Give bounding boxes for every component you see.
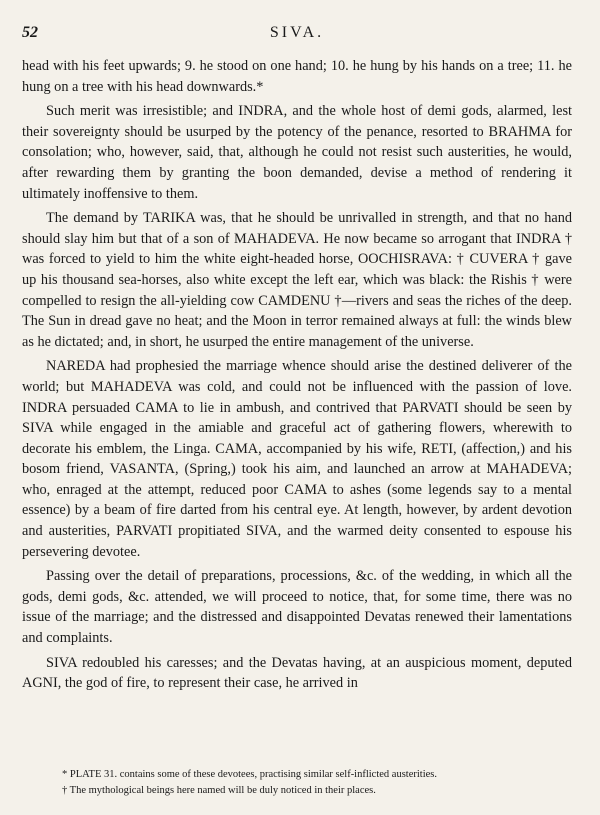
footnotes [22, 767, 572, 799]
paragraph: SIVA redoubled his caresses; and the Devatas having, at an auspicious moment, deputed AGNI, the god of fire, to represent their case, he arrived in [22, 654, 572, 692]
footnote: * PLATE 31. contains some of these devotees, practising similar self-inflicted austerities. [62, 769, 437, 780]
paragraph: Such merit was irresistible; and INDRA, and the whole host of demi gods, alarmed, lest their sovereignty should be usurped by the potency of the penance, resorted to BRAHMA for consolation; who, however, said, that, although he could not resist such austerities, he would, after rewarding them by granting the boon demanded, devise a method of rendering it ultimately inoffensive to them. [22, 103, 572, 202]
paragraph: NAREDA had prophesied the marriage whence should arise the destined deliverer of the world; but MAHADEVA was cold, and could not be influenced with the passion of love. INDRA persuaded CAMA to lie in ambush, and contrived that PARVATI should be seen by SIVA while engaged in the amiable and graceful act of gathering flowers, wherewith to decorate his emblem, the Linga. CAMA, accompanied by his wife, RETI, (affection,) and his bosom friend, VASANTA, (Spring,) took his aim, and launched an arrow at MAHADEVA; who, enraged at the attempt, reduced poor CAMA to ashes (some legends say to a mental essence) by a beam of fire darted from his central eye. At length, however, by ardent devotion and austerities, PARVATI propitiated SIVA, and the warmed deity consented to espouse his persevering devotee. [22, 358, 572, 560]
running-title: SIVA. [269, 24, 325, 41]
paragraph: The demand by TARIKA was, that he should be unrivalled in strength, and that no hand should slay him but that of a son of MAHADEVA. He now became so arrogant that INDRA † was forced to yield to him the white eight-headed horse, OOCHISRAVA: † CUVERA † gave up his thousand sea-horses, also white except the left ear, which was black: the Rishis † were compelled to resign the all-yielding cow CAMDENU †—rivers and seas the riches of the deep. The Sun in dread gave no heat; and the Moon in terror remained always at full: the winds blew as he dictated; and, in short, he usurped the entire management of the universe. [22, 210, 572, 350]
footnote: † The mythological beings here named will be duly noticed in their places. [62, 785, 376, 796]
body-text [22, 56, 572, 698]
running-head [22, 24, 572, 46]
paragraph: head with his feet upwards; 9. he stood on one hand; 10. he hung by his hands on a tree; 11. he hung on a tree with his head downwards.* [22, 58, 572, 95]
page-number: 52 [22, 24, 38, 41]
paragraph: Passing over the detail of preparations, processions, &c. of the wedding, in which all the gods, demi gods, &c. attended, we will proceed to notice, that, for some time, there was no issue of the marriage; and the distressed and disappointed Devatas renewed their lamentations and complaints. [22, 568, 572, 647]
